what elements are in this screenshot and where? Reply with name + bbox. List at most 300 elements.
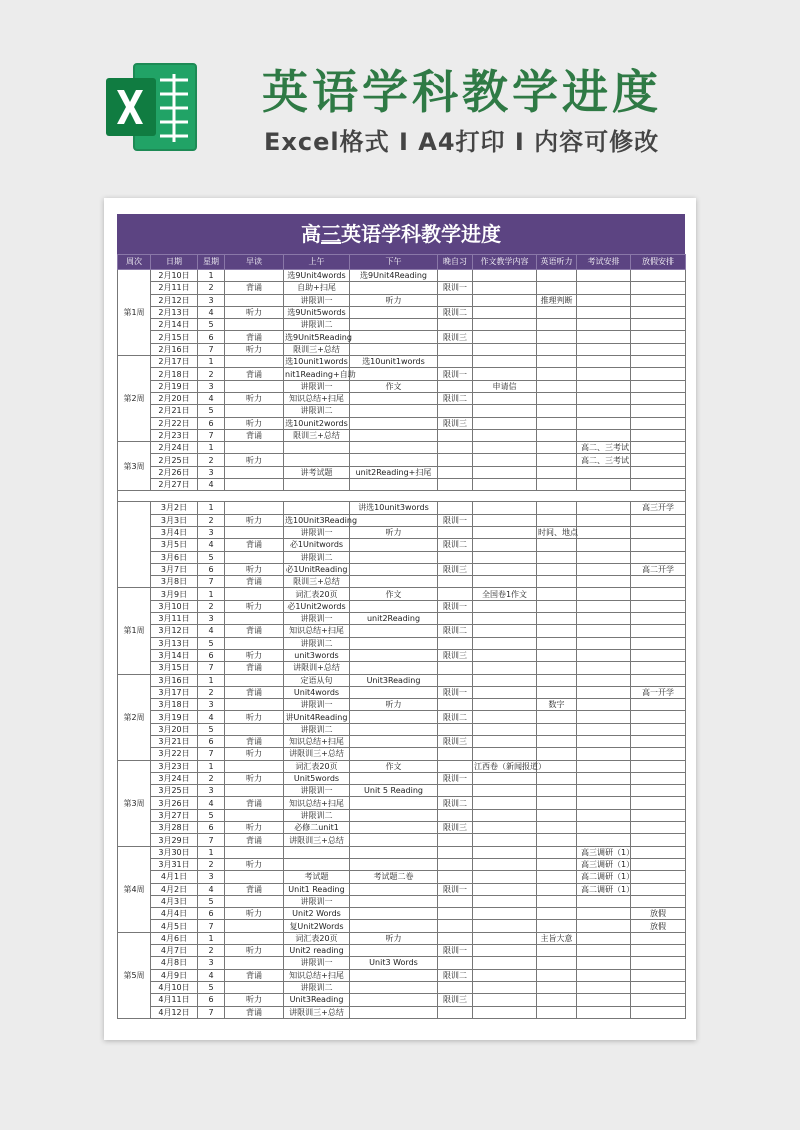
afternoon-cell	[350, 600, 438, 612]
morning-reading-cell	[225, 405, 284, 417]
listening-cell	[537, 282, 577, 294]
morning-reading-cell	[225, 526, 284, 538]
afternoon-cell	[350, 417, 438, 429]
composition-cell	[473, 405, 537, 417]
composition-cell	[473, 514, 537, 526]
exam-cell	[577, 760, 631, 772]
morning-reading-cell	[225, 674, 284, 686]
afternoon-cell	[350, 735, 438, 747]
weekday-cell: 4	[198, 306, 225, 318]
morning-reading-cell	[225, 356, 284, 368]
listening-cell	[537, 588, 577, 600]
composition-cell	[473, 723, 537, 735]
date-cell: 4月3日	[151, 895, 198, 907]
table-row	[118, 1006, 686, 1018]
listening-cell	[537, 454, 577, 466]
morning-cell: Unit5words	[284, 772, 350, 784]
table-row	[118, 649, 686, 661]
composition-cell	[473, 368, 537, 380]
composition-cell	[473, 994, 537, 1006]
table-row	[118, 994, 686, 1006]
morning-cell: 必1UnitReading	[284, 563, 350, 575]
evening-cell	[438, 908, 473, 920]
composition-cell	[473, 466, 537, 478]
date-cell: 3月5日	[151, 539, 198, 551]
table-row	[118, 270, 686, 282]
exam-cell: 高二、三考试	[577, 454, 631, 466]
table-row	[118, 539, 686, 551]
table-row	[118, 834, 686, 846]
weekday-cell: 2	[198, 945, 225, 957]
afternoon-cell: 作文	[350, 380, 438, 392]
morning-cell: 讲限训二	[284, 809, 350, 821]
exam-cell	[577, 674, 631, 686]
date-cell: 2月13日	[151, 306, 198, 318]
morning-reading-cell: 背诵	[225, 969, 284, 981]
afternoon-cell	[350, 454, 438, 466]
evening-cell: 限训二	[438, 539, 473, 551]
morning-cell: Unit2 reading	[284, 945, 350, 957]
composition-cell	[473, 748, 537, 760]
holiday-cell	[631, 772, 686, 784]
listening-cell	[537, 368, 577, 380]
evening-cell	[438, 809, 473, 821]
morning-cell: 选10unit1words	[285, 357, 348, 367]
morning-cell: 限训三+总结	[284, 343, 350, 355]
holiday-cell	[631, 846, 686, 858]
composition-cell	[473, 895, 537, 907]
morning-reading-cell: 听力	[225, 748, 284, 760]
morning-cell: 知识总结+扫尾	[284, 392, 350, 404]
afternoon-cell	[350, 981, 438, 993]
listening-cell	[537, 846, 577, 858]
date-cell: 2月16日	[151, 343, 198, 355]
date-cell: 4月10日	[151, 981, 198, 993]
table-row	[118, 306, 686, 318]
morning-reading-cell: 背诵	[225, 368, 284, 380]
morning-reading-cell: 背诵	[225, 429, 284, 441]
morning-reading-cell: 听力	[225, 417, 284, 429]
composition-cell: 全国卷1作文	[473, 588, 537, 600]
listening-cell	[537, 551, 577, 563]
listening-cell	[537, 969, 577, 981]
morning-cell: unit3words	[284, 649, 350, 661]
listening-cell	[537, 442, 577, 454]
composition-cell	[473, 662, 537, 674]
listening-cell	[537, 563, 577, 575]
holiday-cell	[631, 637, 686, 649]
weekday-cell: 1	[198, 932, 225, 944]
evening-cell	[438, 834, 473, 846]
weekday-cell: 6	[198, 822, 225, 834]
exam-cell	[577, 294, 631, 306]
morning-cell: 讲限训一	[284, 294, 350, 306]
morning-cell: 选10unit2words	[285, 418, 348, 428]
listening-cell	[537, 343, 577, 355]
exam-cell	[577, 282, 631, 294]
date-cell: 3月17日	[151, 686, 198, 698]
exam-cell	[577, 662, 631, 674]
weekday-cell: 5	[198, 551, 225, 563]
holiday-cell	[631, 356, 686, 368]
date-cell: 2月11日	[151, 282, 198, 294]
listening-cell	[537, 270, 577, 282]
table-row	[118, 920, 686, 932]
evening-cell: 限训三	[438, 331, 473, 343]
afternoon-cell: 听力	[350, 294, 438, 306]
table-row	[118, 735, 686, 747]
morning-cell: 讲限训一	[284, 613, 350, 625]
holiday-cell	[631, 625, 686, 637]
holiday-cell	[631, 380, 686, 392]
exam-cell	[577, 343, 631, 355]
column-header: 日期	[151, 255, 198, 270]
afternoon-cell	[350, 392, 438, 404]
evening-cell	[438, 785, 473, 797]
listening-cell	[537, 895, 577, 907]
morning-cell: 知识总结+扫尾	[284, 735, 350, 747]
exam-cell	[577, 822, 631, 834]
holiday-cell	[631, 674, 686, 686]
morning-cell: 词汇表20页	[284, 760, 350, 772]
composition-cell	[473, 858, 537, 870]
weekday-cell: 5	[198, 895, 225, 907]
morning-cell: Unit3Reading	[284, 994, 350, 1006]
holiday-cell	[631, 368, 686, 380]
morning-cell: 讲限训+总结	[284, 662, 350, 674]
blank-row	[118, 491, 686, 502]
table-row	[118, 748, 686, 760]
morning-reading-cell: 听力	[225, 649, 284, 661]
composition-cell	[473, 674, 537, 686]
exam-cell	[577, 649, 631, 661]
morning-reading-cell	[225, 699, 284, 711]
week-cell: 第3周	[118, 442, 151, 491]
afternoon-cell	[350, 772, 438, 784]
exam-cell: 高二、三考试	[577, 442, 631, 454]
weekday-cell: 2	[198, 686, 225, 698]
column-header: 放假安排	[631, 255, 686, 270]
morning-cell: 知识总结+扫尾	[284, 969, 350, 981]
afternoon-cell: 讲选10unit3words	[350, 502, 438, 514]
listening-cell: 时间、地点	[538, 528, 578, 538]
date-cell: 3月27日	[151, 809, 198, 821]
afternoon-cell	[350, 331, 438, 343]
afternoon-cell	[350, 343, 438, 355]
holiday-cell	[631, 282, 686, 294]
listening-cell	[537, 945, 577, 957]
exam-cell	[577, 908, 631, 920]
morning-cell: 定语从句	[284, 674, 350, 686]
holiday-cell	[631, 306, 686, 318]
composition-cell	[473, 563, 537, 575]
holiday-cell	[631, 454, 686, 466]
holiday-cell	[631, 957, 686, 969]
afternoon-cell	[350, 945, 438, 957]
exam-cell	[577, 686, 631, 698]
evening-cell: 限训一	[438, 945, 473, 957]
evening-cell: 限训一	[438, 772, 473, 784]
morning-cell: 讲限训一	[284, 895, 350, 907]
holiday-cell	[631, 466, 686, 478]
afternoon-cell	[350, 662, 438, 674]
evening-cell	[438, 846, 473, 858]
composition-cell	[473, 785, 537, 797]
table-header-row	[118, 255, 686, 270]
exam-cell	[577, 932, 631, 944]
exam-cell	[577, 576, 631, 588]
weekday-cell: 7	[198, 1006, 225, 1018]
exam-cell	[577, 479, 631, 491]
weekday-cell: 7	[198, 662, 225, 674]
afternoon-cell: 作文	[350, 760, 438, 772]
morning-reading-cell	[225, 760, 284, 772]
morning-cell: 选9Unit5words	[284, 306, 350, 318]
afternoon-cell: Unit3 Words	[350, 957, 438, 969]
morning-reading-cell: 背诵	[225, 576, 284, 588]
composition-cell	[473, 392, 537, 404]
weekday-cell: 3	[198, 613, 225, 625]
afternoon-cell	[350, 908, 438, 920]
morning-reading-cell: 听力	[225, 908, 284, 920]
morning-reading-cell: 背诵	[225, 539, 284, 551]
afternoon-cell	[350, 551, 438, 563]
sheet-title-subject: 英语学科教学进度	[341, 222, 501, 246]
column-header: 晚自习	[438, 255, 473, 270]
morning-reading-cell: 背诵	[225, 834, 284, 846]
table-row	[118, 454, 686, 466]
morning-reading-cell	[225, 479, 284, 491]
table-row	[118, 858, 686, 870]
morning-reading-cell	[225, 551, 284, 563]
morning-cell: 讲Unit4Reading	[284, 711, 350, 723]
morning-cell: 讲限训二	[284, 319, 350, 331]
holiday-cell	[631, 600, 686, 612]
evening-cell: 限训一	[438, 883, 473, 895]
morning-reading-cell	[225, 785, 284, 797]
weekday-cell: 4	[198, 883, 225, 895]
date-cell: 2月18日	[151, 368, 198, 380]
afternoon-cell: 听力	[350, 526, 438, 538]
table-row	[118, 343, 686, 355]
date-cell: 3月13日	[151, 637, 198, 649]
table-row	[118, 613, 686, 625]
date-cell: 2月26日	[151, 466, 198, 478]
exam-cell: 高二调研（1）	[577, 883, 631, 895]
table-row	[118, 822, 686, 834]
listening-cell	[537, 858, 577, 870]
listening-cell	[537, 822, 577, 834]
morning-cell: 必修二unit1	[284, 822, 350, 834]
holiday-cell	[631, 809, 686, 821]
exam-cell	[577, 637, 631, 649]
evening-cell: 限训三	[438, 563, 473, 575]
morning-reading-cell	[225, 319, 284, 331]
weekday-cell: 7	[198, 429, 225, 441]
holiday-cell	[631, 526, 686, 538]
weekday-cell: 2	[198, 858, 225, 870]
afternoon-cell	[350, 429, 438, 441]
table-row	[118, 563, 686, 575]
holiday-cell: 高一开学	[631, 686, 686, 698]
listening-cell	[537, 723, 577, 735]
weekday-cell: 5	[198, 723, 225, 735]
exam-cell	[577, 920, 631, 932]
listening-cell	[537, 637, 577, 649]
exam-cell: 高三调研（1）	[577, 858, 631, 870]
afternoon-cell	[350, 748, 438, 760]
morning-reading-cell	[225, 723, 284, 735]
table-row	[118, 883, 686, 895]
morning-reading-cell: 听力	[225, 945, 284, 957]
holiday-cell	[631, 392, 686, 404]
afternoon-cell	[350, 442, 438, 454]
evening-cell: 限训二	[438, 392, 473, 404]
composition-cell	[473, 502, 537, 514]
listening-cell	[537, 466, 577, 478]
morning-reading-cell: 背诵	[225, 282, 284, 294]
table-row	[118, 637, 686, 649]
weekday-cell: 3	[198, 871, 225, 883]
listening-cell	[537, 797, 577, 809]
table-row	[118, 797, 686, 809]
evening-cell	[438, 981, 473, 993]
composition-cell	[473, 539, 537, 551]
afternoon-cell	[350, 539, 438, 551]
listening-cell	[537, 686, 577, 698]
holiday-cell	[631, 699, 686, 711]
evening-cell	[438, 895, 473, 907]
morning-cell: 讲限训一	[284, 785, 350, 797]
exam-cell	[577, 785, 631, 797]
listening-cell	[537, 625, 577, 637]
afternoon-cell	[350, 711, 438, 723]
listening-cell	[537, 417, 577, 429]
evening-cell	[438, 270, 473, 282]
listening-cell	[537, 920, 577, 932]
afternoon-cell: Unit 5 Reading	[350, 785, 438, 797]
listening-cell	[537, 356, 577, 368]
weekday-cell: 7	[198, 576, 225, 588]
morning-cell	[284, 846, 350, 858]
evening-cell	[438, 588, 473, 600]
table-row	[118, 760, 686, 772]
afternoon-cell: unit2Reading	[350, 613, 438, 625]
page-subline: Excel格式 I A4打印 I 内容可修改	[264, 128, 660, 156]
afternoon-cell: 选9Unit4Reading	[350, 270, 438, 282]
composition-cell: 江西卷（新闻报道）	[474, 761, 546, 771]
weekday-cell: 3	[198, 785, 225, 797]
evening-cell	[438, 871, 473, 883]
morning-reading-cell	[225, 871, 284, 883]
date-cell: 4月6日	[151, 932, 198, 944]
week-cell: 第4周	[118, 846, 151, 932]
morning-cell: 讲考试题	[284, 466, 350, 478]
listening-cell	[537, 994, 577, 1006]
listening-cell	[537, 429, 577, 441]
date-cell: 3月11日	[151, 613, 198, 625]
date-cell: 2月20日	[151, 392, 198, 404]
date-cell: 3月12日	[151, 625, 198, 637]
table-row	[118, 392, 686, 404]
morning-reading-cell: 听力	[225, 858, 284, 870]
morning-reading-cell: 听力	[225, 600, 284, 612]
listening-cell: 推理判断	[537, 294, 577, 306]
weekday-cell: 6	[198, 994, 225, 1006]
weekday-cell: 1	[198, 588, 225, 600]
morning-cell: 讲限训一	[284, 699, 350, 711]
afternoon-cell	[350, 895, 438, 907]
evening-cell	[438, 479, 473, 491]
composition-cell	[473, 551, 537, 563]
exam-cell	[577, 772, 631, 784]
evening-cell: 限训三	[438, 822, 473, 834]
afternoon-cell: 作文	[350, 588, 438, 600]
weekday-cell: 4	[198, 797, 225, 809]
holiday-cell	[631, 895, 686, 907]
composition-cell	[473, 417, 537, 429]
holiday-cell	[631, 723, 686, 735]
table-row	[118, 969, 686, 981]
listening-cell	[537, 380, 577, 392]
table-row	[118, 908, 686, 920]
holiday-cell	[631, 479, 686, 491]
afternoon-cell	[350, 563, 438, 575]
evening-cell	[438, 637, 473, 649]
excel-logo-icon	[104, 58, 200, 156]
composition-cell	[473, 699, 537, 711]
composition-cell: 申请信	[473, 380, 537, 392]
listening-cell	[537, 834, 577, 846]
table-row	[118, 625, 686, 637]
afternoon-cell: Unit3Reading	[350, 674, 438, 686]
weekday-cell: 6	[198, 649, 225, 661]
holiday-cell	[631, 858, 686, 870]
listening-cell	[537, 957, 577, 969]
holiday-cell	[631, 711, 686, 723]
table-row	[118, 576, 686, 588]
morning-reading-cell: 听力	[225, 994, 284, 1006]
exam-cell	[577, 735, 631, 747]
date-cell: 3月14日	[151, 649, 198, 661]
date-cell: 3月8日	[151, 576, 198, 588]
table-row	[118, 846, 686, 858]
exam-cell	[577, 600, 631, 612]
evening-cell: 限训一	[438, 514, 473, 526]
morning-reading-cell	[225, 613, 284, 625]
morning-reading-cell: 听力	[225, 711, 284, 723]
holiday-cell	[631, 932, 686, 944]
holiday-cell	[631, 270, 686, 282]
listening-cell	[537, 883, 577, 895]
composition-cell	[473, 576, 537, 588]
exam-cell	[577, 356, 631, 368]
table-row	[118, 932, 686, 944]
composition-cell	[473, 711, 537, 723]
afternoon-cell	[350, 479, 438, 491]
evening-cell	[438, 442, 473, 454]
week-cell: 第1周	[118, 270, 151, 356]
weekday-cell: 7	[198, 748, 225, 760]
weekday-cell: 2	[198, 368, 225, 380]
morning-reading-cell	[225, 442, 284, 454]
morning-reading-cell: 背诵	[225, 686, 284, 698]
exam-cell	[577, 834, 631, 846]
date-cell: 2月15日	[151, 331, 198, 343]
date-cell: 4月5日	[151, 920, 198, 932]
exam-cell	[577, 417, 631, 429]
date-cell: 4月4日	[151, 908, 198, 920]
